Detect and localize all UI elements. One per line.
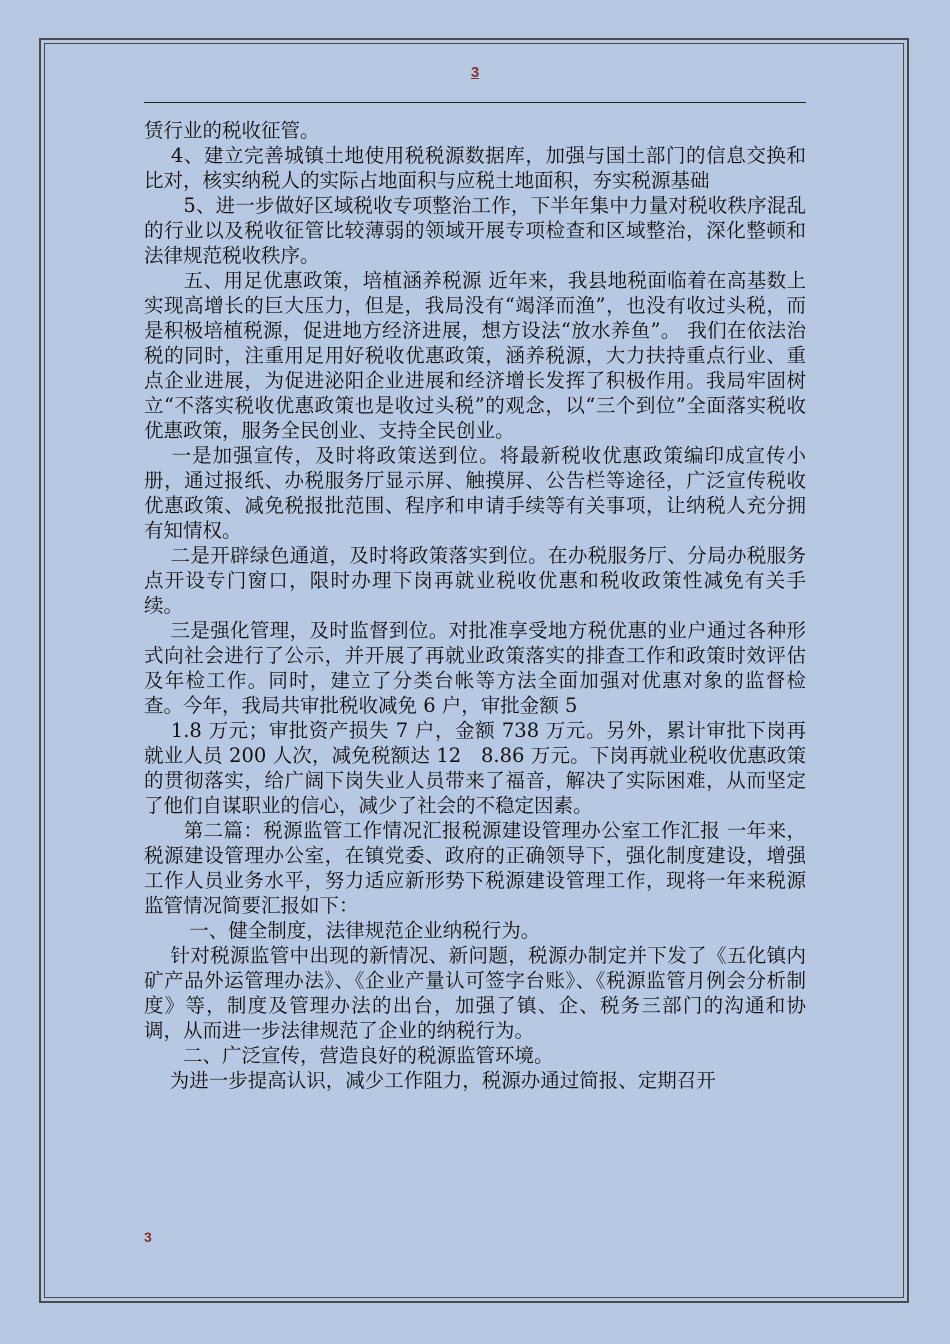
footer-page-number: 3 [144, 1229, 152, 1245]
paragraph: 针对税源监管中出现的新情况、新问题，税源办制定并下发了《五化镇内矿产品外运管理办法》、《企业产量认可签字台账》、《税源监管月例会分析制度》等，制度及管理办法的出台，加强了镇、企、税务三部门的沟通和协调，从而进一步法律规范了企业的纳税行为。 [144, 944, 806, 1042]
paragraph: 一是加强宣传，及时将政策送到位。将最新税收优惠政策编印成宣传小册，通过报纸、办税服务厅显示屏、触摸屏、公告栏等途径，广泛宣传税收优惠政策、减免税报批范围、程序和申请手续等有关事项，让纳税人充分拥有知情权。 [144, 444, 806, 542]
paragraph: 五、用足优惠政策，培植涵养税源 近年来，我县地税面临着在高基数上实现高增长的巨大压力，但是，我局没有“竭泽而渔”，也没有收过头税，而是积极培植税源，促进地方经济进展，想方设法“放水养鱼”。 我们在依法治税的同时，注重用足用好税收优惠政策，涵养税源，大力扶持重点行业、重点企业进展，为促进泌阳企业进展和经济增长发挥了积极作用。我局牢固树立“不落实税收优惠政策也是收过头税”的观念，以“三个到位”全面落实税收优惠政策，服务全民创业、支持全民创业。 [144, 269, 806, 442]
paragraph: 1.8 万元；审批资产损失 7 户，金额 738 万元。另外，累计审批下岗再就业人员 200 人次，减免税额达 12 8.86 万元。下岗再就业税收优惠政策的贯彻落实，给广阔下岗失业人员带来了福音，解决了实际困难，从而坚定了他们自谋职业的信心，减少了社会的不稳定因素。 [144, 719, 806, 817]
header-page-number: 3 [470, 64, 480, 81]
paragraph: 赁行业的税收征管。 [144, 119, 320, 142]
paragraph: 三是强化管理，及时监督到位。对批准享受地方税优惠的业户通过各种形式向社会进行了公示，并开展了再就业政策落实的排查工作和政策时效评估及年检工作。同时，建立了分类台帐等方法全面加强对优惠对象的监督检查。今年，我局共审批税收减免 6 户，审批金额 5 [144, 619, 806, 717]
paragraph: 一、健全制度，法律规范企业纳税行为。 [144, 919, 541, 942]
paragraph: 4、建立完善城镇土地使用税税源数据库，加强与国土部门的信息交换和比对，核实纳税人的实际占地面积与应税土地面积，夯实税源基础 [144, 144, 806, 192]
paragraph: 为进一步提高认识，减少工作阻力，税源办通过简报、定期召开 [144, 1069, 716, 1092]
document-body [144, 118, 806, 1093]
paragraph: 二是开辟绿色通道，及时将政策落实到位。在办税服务厅、分局办税服务点开设专门窗口，限时办理下岗再就业税收优惠和税收政策性减免有关手续。 [144, 544, 806, 617]
paragraph: 第二篇：税源监管工作情况汇报税源建设管理办公室工作汇报 一年来，税源建设管理办公室，在镇党委、政府的正确领导下，强化制度建设，增强工作人员业务水平，努力适应新形势下税源建设管理工作，现将一年来税源监管情况简要汇报如下： [144, 819, 806, 917]
header-divider [144, 102, 806, 103]
paragraph: 5、进一步做好区域税收专项整治工作，下半年集中力量对税收秩序混乱的行业以及税收征管比较薄弱的领域开展专项检查和区域整治，深化整顿和法律规范税收秩序。 [144, 194, 806, 267]
paragraph: 二、广泛宣传，营造良好的税源监管环境。 [144, 1044, 554, 1067]
